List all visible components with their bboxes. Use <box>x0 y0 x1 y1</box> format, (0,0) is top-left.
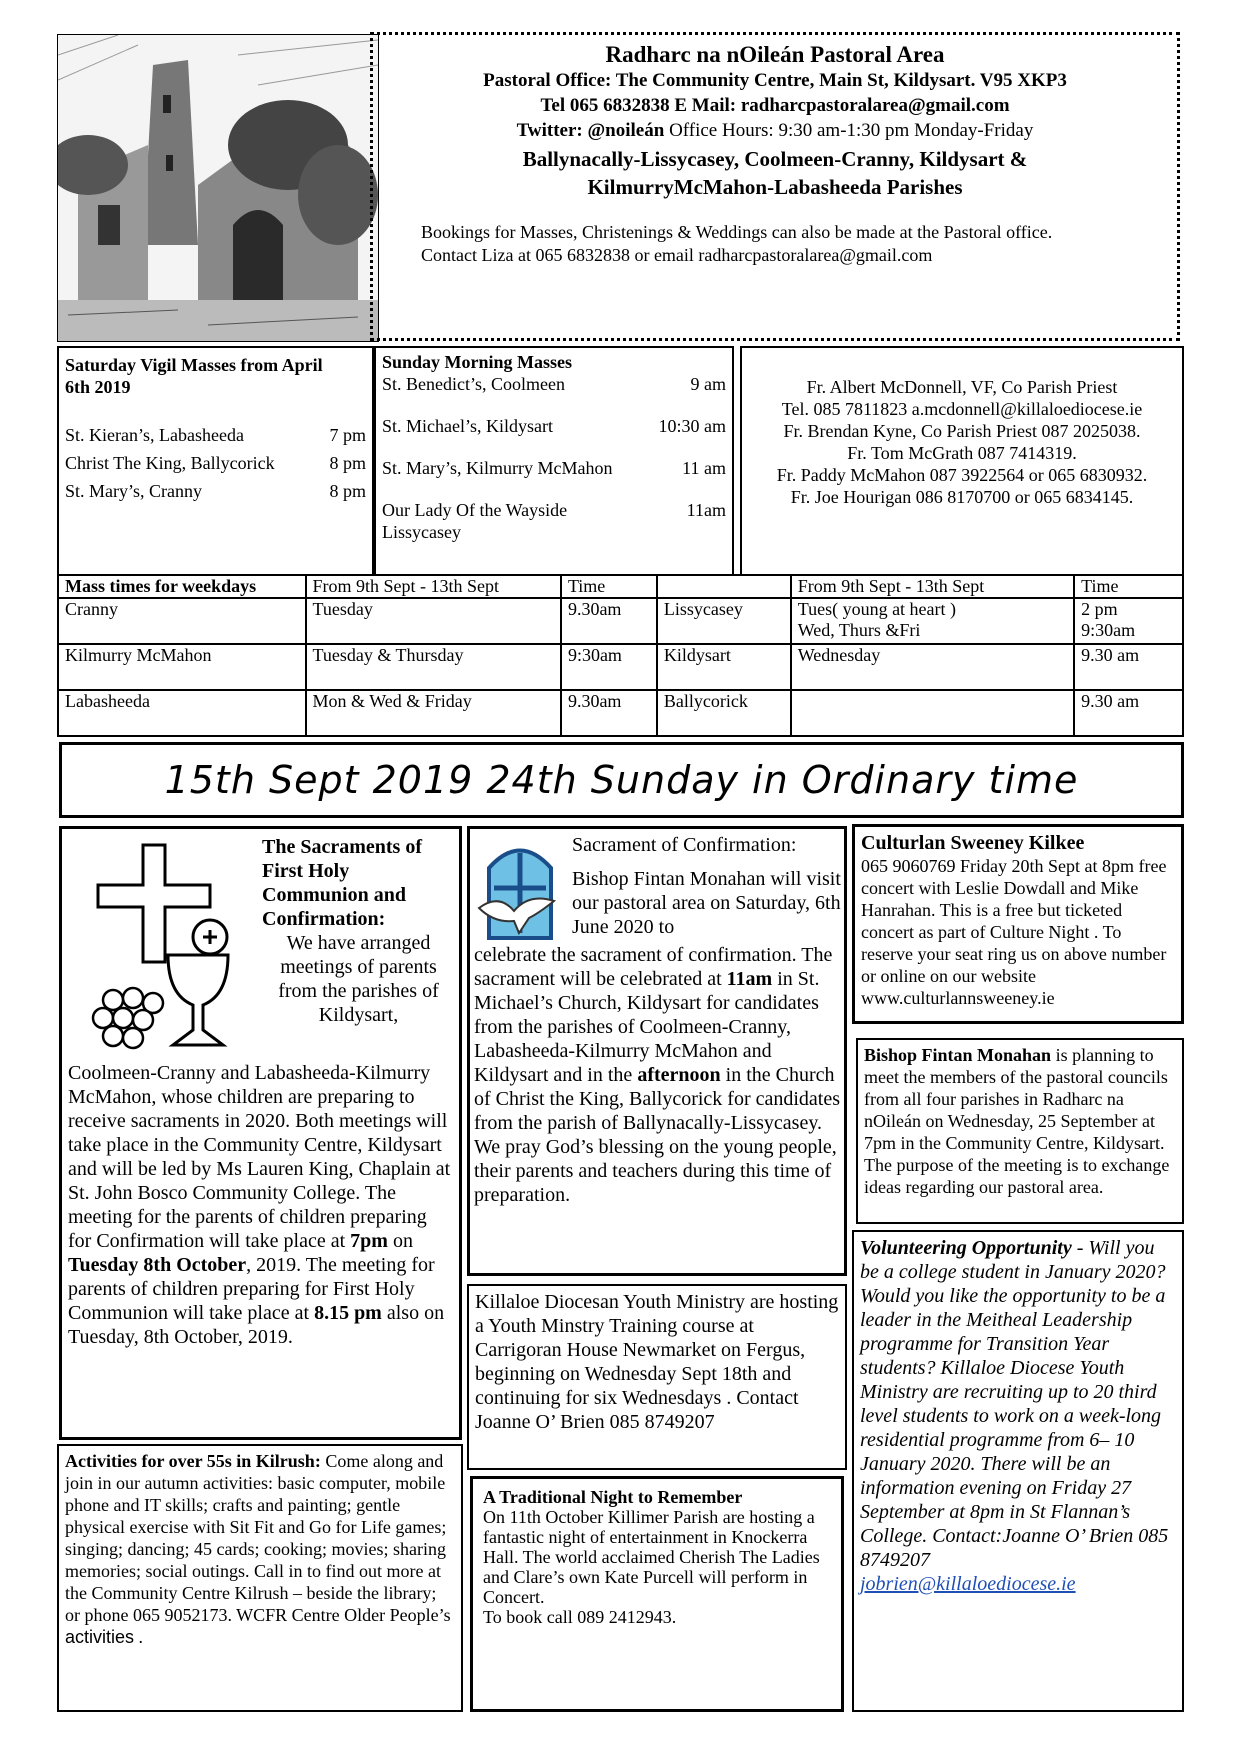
culturlan-heading: Culturlan Sweeney Kilkee <box>861 832 1085 854</box>
traditional-night-box <box>470 1476 844 1712</box>
sunday-item: St. Michael’s, Kildysart 10:30 am <box>382 416 726 436</box>
confirmation-box <box>467 826 847 1276</box>
culturlan-box <box>852 824 1184 1024</box>
table-row: Labasheeda Mon & Wed & Friday 9.30am Ballycorick 9.30 am <box>58 690 1183 736</box>
header-box <box>370 32 1180 341</box>
weekday-mass-table <box>57 574 1184 737</box>
table-row: Kilmurry McMahon Tuesday & Thursday 9:30am Kildysart Wednesday 9.30 am <box>58 644 1183 690</box>
priest-line: Fr. Paddy McMahon 087 3922564 or 065 6830932. <box>776 465 1148 485</box>
saturday-item: Christ The King, Ballycorick 8 pm <box>65 453 366 473</box>
office-address: Pastoral Office: The Community Centre, Main St, Kildysart. V95 XKP3 <box>483 70 1067 91</box>
priest-line: Fr. Joe Hourigan 086 8170700 or 065 6834145. <box>790 487 1134 507</box>
priest-line: Tel. 085 7811823 a.mcdonnell@killaloediocese.ie <box>781 399 1143 419</box>
bishop-body: Bishop Fintan Monahan is planning to meet the members of the pastoral councils from all four parishes in Radharc na nOileán on Wednesday, 25 September at 7pm in the Community Centre, Kildysart. The purpose of the meeting is to exchange ideas regarding our pastoral area. <box>864 1045 1170 1197</box>
twitter-line <box>373 118 1177 143</box>
confirmation-heading: Sacrament of Confirmation: <box>572 834 797 856</box>
twitter-handle: Twitter: @noileán <box>516 120 665 141</box>
sacraments-heading: The Sacraments of First Holy Communion and Confirmation: <box>262 836 422 930</box>
sunday-item-line2: Lissycasey <box>382 522 461 542</box>
bishop-box <box>856 1038 1184 1224</box>
sunday-item: St. Benedict’s, Coolmeen 9 am <box>382 374 726 394</box>
cross-chalice-icon <box>68 835 258 1061</box>
traditional-heading: A Traditional Night to Remember <box>483 1487 743 1507</box>
sunday-banner: 15th Sept 2019 24th Sunday in Ordinary time <box>59 742 1184 818</box>
sunday-masses-box <box>374 346 734 576</box>
sacraments-box <box>59 826 462 1440</box>
saturday-heading: Saturday Vigil Masses from April 6th 2019 <box>65 355 323 397</box>
saturday-masses-box <box>57 346 374 576</box>
sunday-item: St. Mary’s, Kilmurry McMahon 11 am <box>382 458 726 478</box>
contact-line: Tel 065 6832838 E Mail: radharcpastoralarea@gmail.com <box>540 95 1010 116</box>
priest-line: Fr. Tom McGrath 087 7414319. <box>847 443 1077 463</box>
parishes-line-2: KilmurryMcMahon-Labasheeda Parishes <box>587 175 963 199</box>
dove-window-icon <box>474 833 566 943</box>
saturday-item: St. Mary’s, Cranny 8 pm <box>65 481 366 501</box>
over55-box <box>57 1444 463 1712</box>
page-title: Radharc na nOileán Pastoral Area <box>605 42 945 67</box>
church-ruins-drawing <box>57 34 379 342</box>
office-hours: Office Hours: 9:30 am-1:30 pm Monday-Friday <box>669 120 1034 141</box>
bookings-line-1: Bookings for Masses, Christenings & Weddings can also be made at the Pastoral office. <box>421 222 1053 242</box>
sunday-heading: Sunday Morning Masses <box>382 352 573 372</box>
traditional-body: On 11th October Killimer Parish are hosting a fantastic night of entertainment in Knockerra Hall. The world acclaimed Cherish The Ladies and Clare’s own Kate Purcell will perform in Concert. <box>483 1507 820 1607</box>
bookings-line-2: Contact Liza at 065 6832838 or email radharcpastoralarea@gmail.com <box>421 245 933 265</box>
youth-body: Killaloe Diocesan Youth Ministry are hosting a Youth Minstry Training course at Carrigoran House Newmarket on Fergus, beginning on Wednesday Sept 18th and continuing for six Wednesdays . Contact Joanne O’ Brien 085 8749207 <box>475 1291 839 1433</box>
saturday-item: St. Kieran’s, Labasheeda 7 pm <box>65 425 366 445</box>
over55-body: Activities for over 55s in Kilrush: Come along and join in our autumn activities: basic computer, mobile phone and IT skills; crafts and painting; gentle physical exercise with Sit Fit and Go for Life games; singing; dancing; 45 cards; cooking; movies; sharing memories; social outings. Call in to find out more at the Community Centre Kilrush – beside the library; or phone 065 9052173. WCFR Centre Older People’s activities . <box>65 1451 451 1647</box>
volunteer-body: Volunteering Opportunity - Will you be a college student in January 2020? Would you like the opportunity to be a leader in the Meitheal Leadership programme for Transition Year students? Killaloe Diocese Youth Ministry are recruiting up to 20 third level students to work on a week-long residential programme from 6– 10 January 2020. There will be an information evening on Friday 27 September at 8pm in St Flannan’s College. Contact:Joanne O’ Brien 085 8749207 <box>860 1237 1169 1571</box>
traditional-call: To book call 089 2412943. <box>483 1607 677 1627</box>
parishes-line-1: Ballynacally-Lissycasey, Coolmeen-Cranny, Kildysart & <box>522 147 1028 171</box>
priest-line: Fr. Brendan Kyne, Co Parish Priest 087 2025038. <box>783 421 1141 441</box>
volunteer-email-link[interactable]: jobrien@killaloediocese.ie <box>860 1573 1076 1595</box>
confirmation-intro: Bishop Fintan Monahan will visit our pastoral area on Saturday, 6th June 2020 to <box>572 868 841 938</box>
sacraments-intro: We have arranged meetings of parents from the parishes of Kildysart, <box>278 932 439 1026</box>
confirmation-body: celebrate the sacrament of confirmation. The sacrament will be celebrated at 11am in St. Michael’s Church, Kildysart for candidates from the parishes of Coolmeen-Cranny, Labasheeda-Kilmurry McMahon and Kildysart and in the afternoon in the Church of Christ the King, Ballycorick for candidates from the parish of Ballynacally-Lissycasey. We pray God’s blessing on the young people, their parents and teachers during this time of preparation. <box>474 944 841 1206</box>
table-row: Cranny Tuesday 9.30am Lissycasey Tues( young at heart ) Wed, Thurs &Fri 2 pm 9:30am <box>58 598 1183 644</box>
volunteer-box <box>852 1230 1184 1712</box>
youth-ministry-box <box>467 1284 847 1470</box>
table-header-row: Mass times for weekdays From 9th Sept - 13th Sept Time From 9th Sept - 13th Sept Time <box>58 575 1183 598</box>
culturlan-body: 065 9060769 Friday 20th Sept at 8pm free concert with Leslie Dowdall and Mike Hanrahan. This is a free but ticketed concert as part of Culture Night . To reserve your seat ring us on above number or online on our website www.culturlannsweeney.ie <box>861 856 1167 1008</box>
priests-box <box>740 346 1184 576</box>
sacraments-body: Coolmeen-Cranny and Labasheeda-Kilmurry McMahon, whose children are preparing to receive sacraments in 2020. Both meetings will take place in the Community Centre, Kildysart and will be led by Ms Lauren King, Chaplain at St. John Bosco Community College. The meeting for the parents of children preparing for Confirmation will take place at 7pm on Tuesday 8th October, 2019. The meeting for parents of children preparing for First Holy Communion will take place at 8.15 pm also on Tuesday, 8th October, 2019. <box>68 1062 451 1348</box>
sunday-item: Our Lady Of the Wayside 11am <box>382 500 726 520</box>
priest-line: Fr. Albert McDonnell, VF, Co Parish Priest <box>806 377 1118 397</box>
